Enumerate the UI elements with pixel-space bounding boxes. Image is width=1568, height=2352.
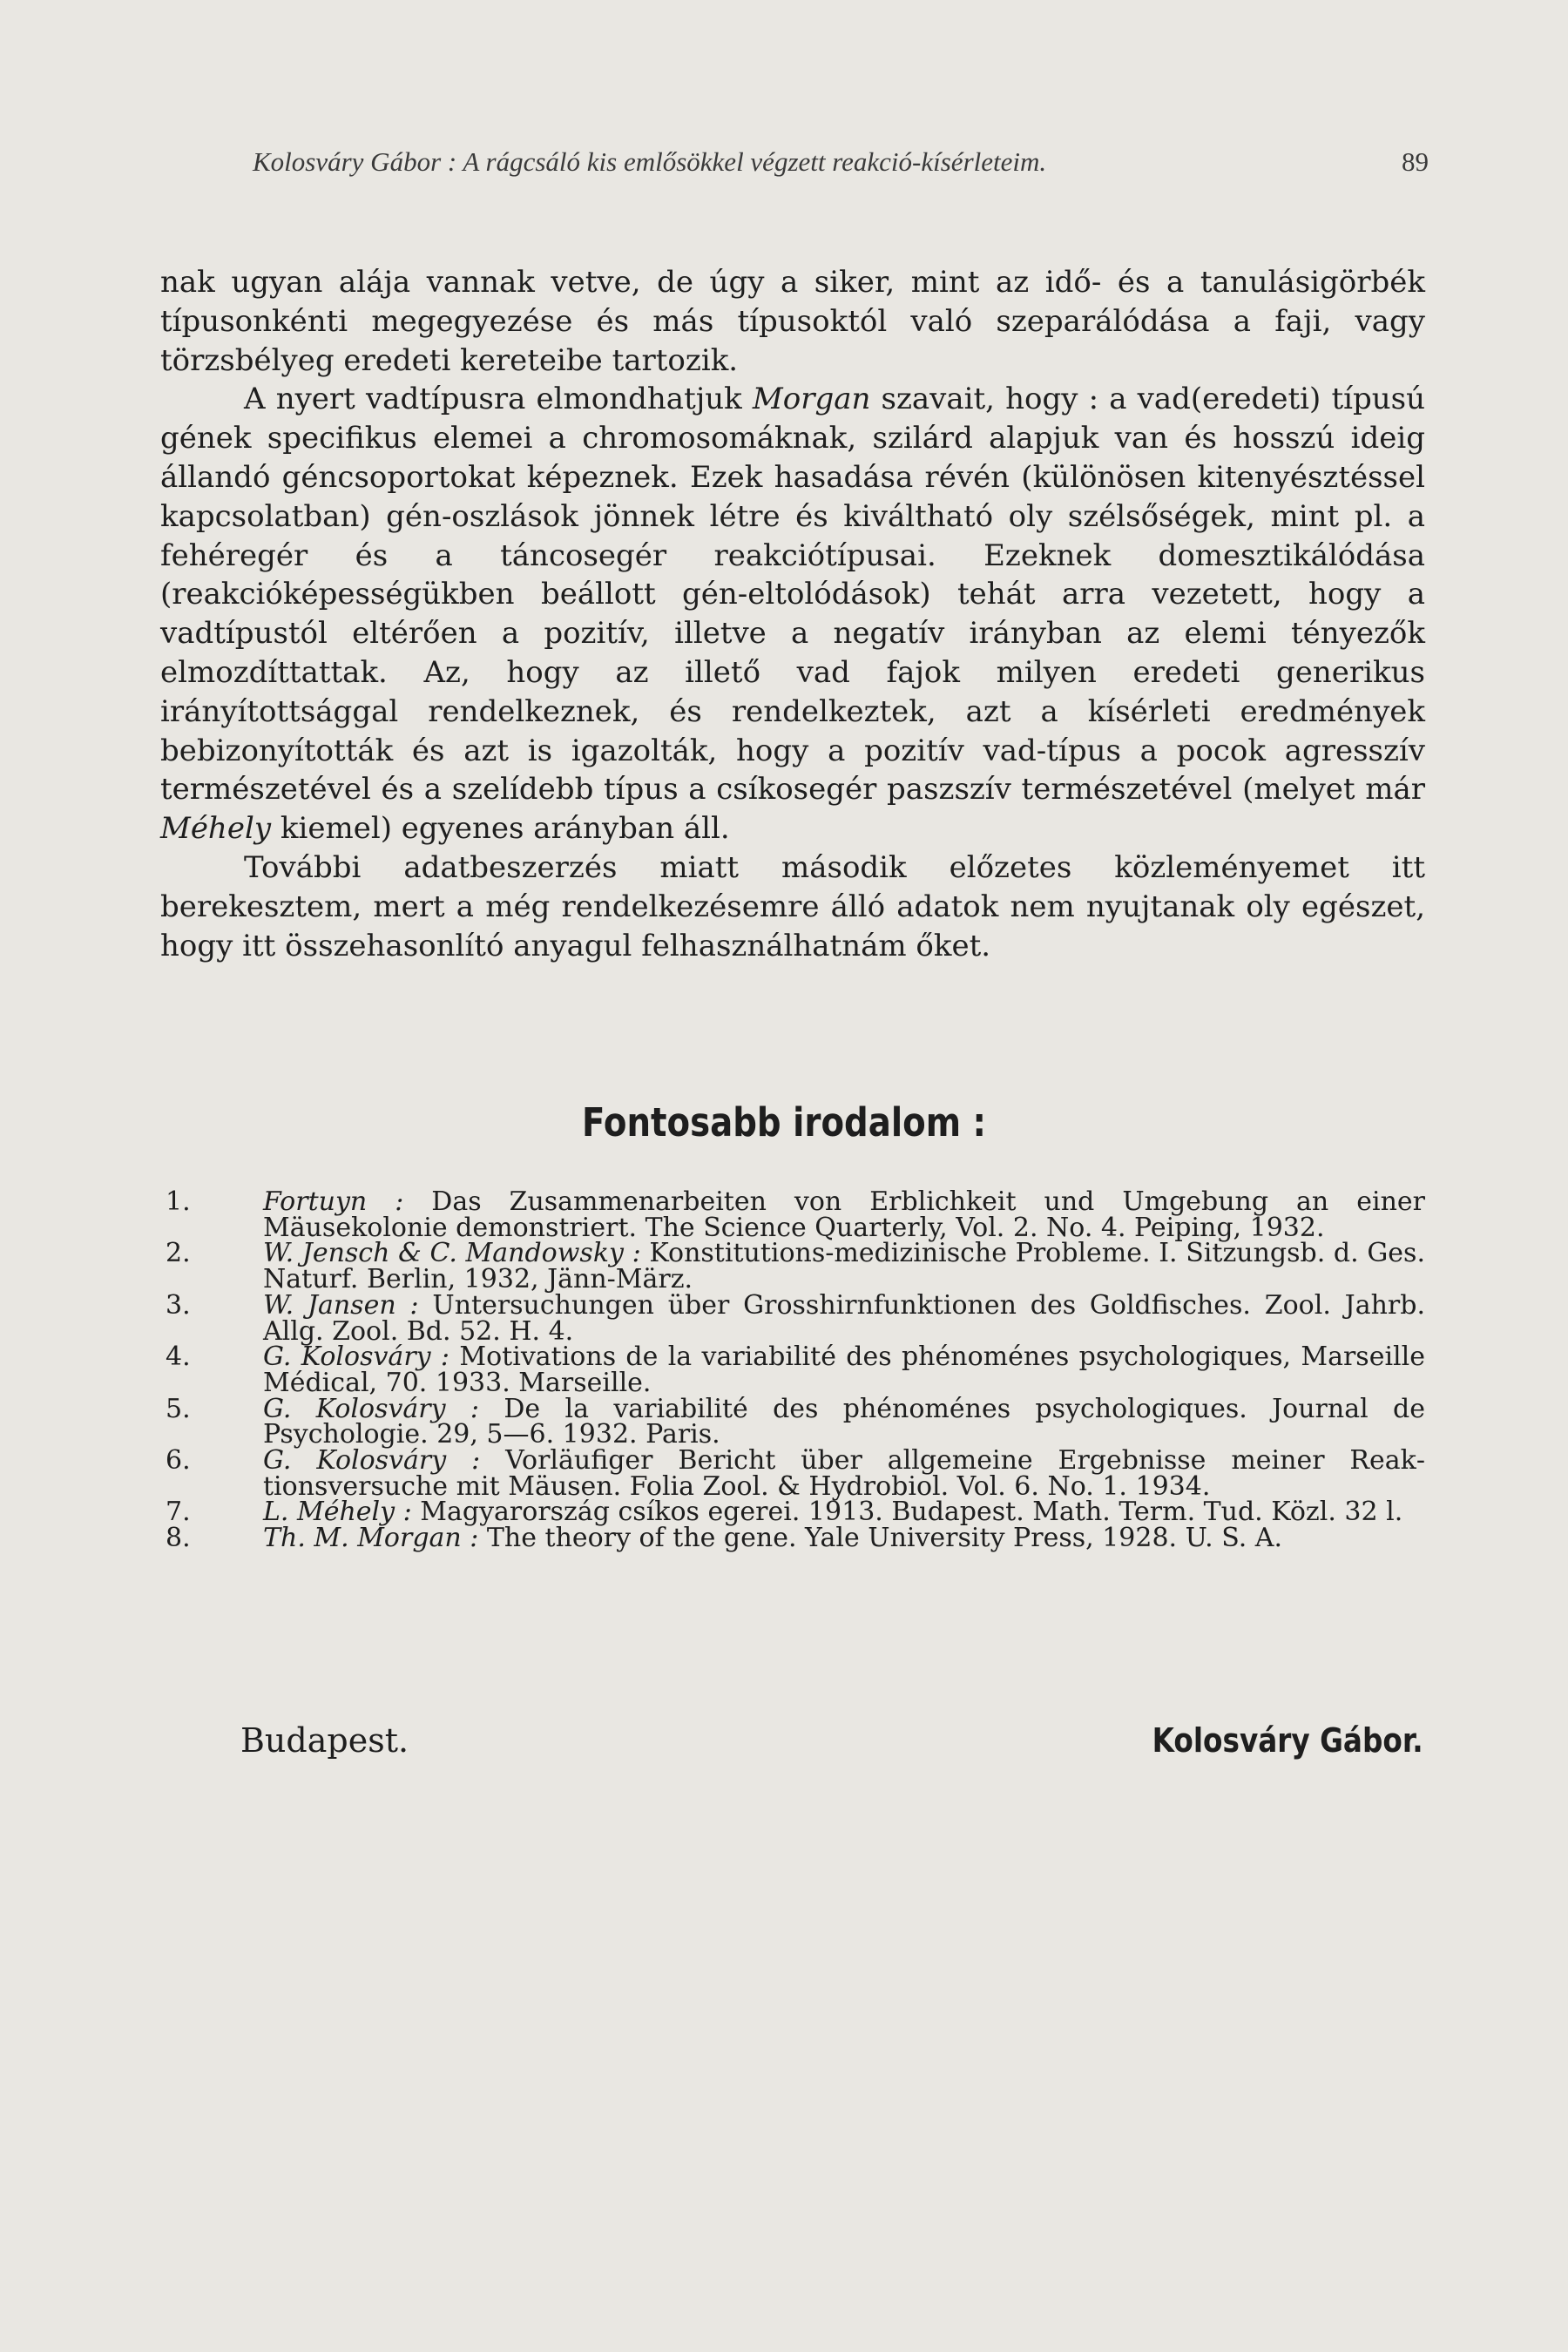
reference-number: 1.: [166, 1186, 191, 1217]
reference-item: [166, 1445, 1425, 1502]
reference-number: 2.: [166, 1238, 191, 1269]
reference-text: Das Zusammenarbeiten von Erblichkeit und Umgebung an einer Mäusekolonie demonstriert. The Science Quarterly, Vol. 2. No. 4. Peiping, 1932.: [263, 1186, 1425, 1243]
reference-item: [166, 1344, 1425, 1396]
reference-item: [166, 1238, 1425, 1295]
reference-author: W. Jansen :: [263, 1289, 419, 1321]
reference-item: [166, 1289, 1426, 1347]
reference-item: [166, 1497, 1425, 1528]
running-title: Kolosváry Gábor : A rágcsáló kis emlősökkel végzett reakció-kísérleteim.: [253, 146, 1047, 177]
reference-list: [166, 1186, 1426, 1554]
reference-author: G. Kolosváry :: [263, 1445, 481, 1477]
footer-city: Budapest.: [240, 1721, 409, 1760]
reference-item: [166, 1523, 1425, 1554]
article-body: [160, 263, 1425, 965]
reference-text: De la variabilité des phénoménes psychologiques. Journal de Psychologie. 29, 5—6. 1932. Paris.: [263, 1393, 1425, 1450]
paragraph-1: nak ugyan alája vannak vetve, de úgy a siker, mint az idő- és a tanulásigörbék típusonkénti megegyezése és más típusoktól való szeparálódása a faji, vagy törzsbélyeg eredeti kereteibe tartozik.: [160, 265, 1425, 378]
reference-text: Untersuchungen über Grosshirnfunktionen des Goldfisches. Zool. Jahrb. Allg. Zool. Bd. 52. H. 4.: [263, 1289, 1426, 1347]
paragraph-2: [160, 380, 1425, 848]
running-header: [253, 146, 1429, 178]
reference-text: Motivations de la variabilité des phénoménes psychologiques, Marseille Médical, 70. 1933. Marseille.: [263, 1342, 1425, 1398]
reference-number: 7.: [166, 1497, 191, 1528]
reference-number: 6.: [166, 1445, 191, 1477]
paragraph-2-part-a: A nyert vadtípusra elmondhatjuk: [244, 382, 742, 417]
page-number: 89: [1402, 146, 1429, 177]
reference-number: 3.: [166, 1289, 191, 1321]
reference-author: L. Méhely :: [263, 1497, 412, 1528]
reference-text: Konstitutions-medizinische Probleme. I. Sitzungsb. d. Ges. Naturf. Berlin, 1932, Jänn-März.: [263, 1238, 1425, 1295]
reference-number: 8.: [166, 1523, 191, 1554]
reference-item: [166, 1186, 1425, 1243]
reference-author: Fortuyn :: [263, 1186, 404, 1217]
reference-author: G. Kolosváry :: [263, 1393, 480, 1424]
reference-author: W. Jensch & C. Mandowsky :: [263, 1238, 641, 1269]
reference-author: Th. M. Morgan :: [263, 1523, 479, 1554]
reference-number: 4.: [166, 1342, 191, 1373]
reference-text: Vorläufiger Bericht über allgemeine Ergebnisse meiner Reaktionsversuche mit Mäusen. Folia Zool. & Hydrobiol. Vol. 6. No. 1. 1934.: [263, 1445, 1425, 1502]
paragraph-2-part-c: kiemel) egyenes arányban áll.: [280, 811, 730, 847]
footer-author-signature: Kolosváry Gábor.: [1152, 1721, 1423, 1760]
name-mehely: Méhely: [160, 811, 272, 847]
paragraph-2-part-b: szavait, hogy : a vad(eredeti) típusú gének specifikus elemei a chromosomáknak, szilárd alapjuk van és hosszú ideig állandó géncsoportokat képeznek. Ezek hasadása révén (különösen kitenyésztéssel kapcsolatban) gén-oszlások jönnek létre és kiváltható oly szélsőségek, mint pl. a fehéregér és a táncosegér reakciótípusai. Ezeknek domesztikálódása (reakcióképességükben beállott gén-eltolódások) tehát arra vezetett, hogy a vadtípustól eltérően a pozitív, illetve a negatív irányban az elemi tényezők elmozdíttattak. Az, hogy az illető vad fajok milyen eredeti generikus irányítottsággal rendelkeznek, és rendelkeztek, azt a kísérleti eredmények bebizonyították és azt is igazolták, hogy a pozitív vad-típus a pocok agresszív természetével és a szelídebb típus a csíkosegér paszszív természetével (melyet már: [160, 382, 1425, 808]
reference-author: G. Kolosváry :: [263, 1342, 450, 1373]
references-heading: Fontosabb irodalom :: [581, 1099, 986, 1146]
paragraph-3: További adatbeszerzés miatt második előzetes közleményemet itt berekesztem, mert a még rendelkezésemre álló adatok nem nyujtanak oly egészet, hogy itt összehasonlító anyagul felhasználhatnám őket.: [160, 849, 1425, 963]
reference-item: [166, 1393, 1425, 1450]
reference-text: Magyarország csíkos egerei. 1913. Budapest. Math. Term. Tud. Közl. 32 l.: [420, 1497, 1403, 1528]
name-morgan: Morgan: [752, 382, 871, 417]
reference-number: 5.: [166, 1393, 191, 1424]
reference-text: The theory of the gene. Yale University Press, 1928. U. S. A.: [486, 1523, 1282, 1554]
